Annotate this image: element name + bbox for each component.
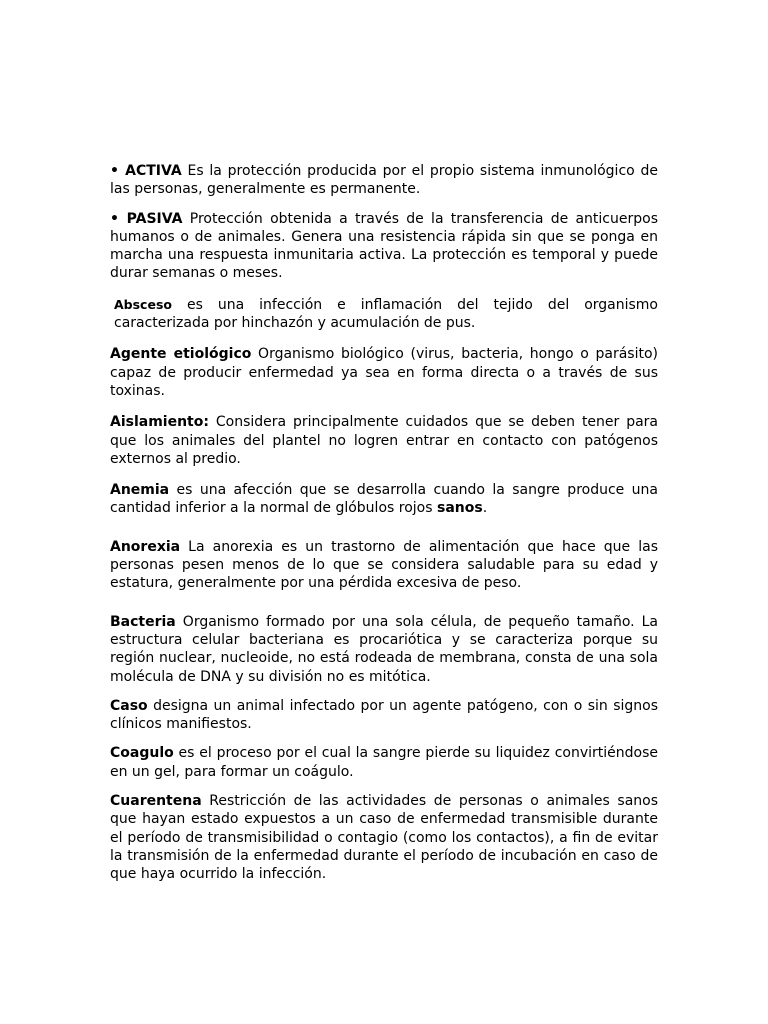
entry-bacteria [110,613,658,686]
entry-term: Coagulo [110,745,174,762]
entry-term: • ACTIVA [110,163,182,179]
entry-definition: Es la protección producida por el propio sistema inmunológico de las personas, generalmente es permanente. [110,163,658,198]
entry-anemia [110,481,658,518]
entry-term: Aislamiento: [110,414,209,431]
entry-definition: Considera principalmente cuidados que se deben tener para que los animales del plantel no logren entrar en contacto con patógenos externos al predio. [110,414,658,467]
document-page [110,162,658,884]
entry-term: Caso [110,697,148,714]
entry-definition: designa un animal infectado por un agente patógeno, con o sin signos clínicos manifiestos. [110,697,658,733]
entry-definition: es una afección que se desarrolla cuando la sangre produce una cantidad inferior a la normal de glóbulos rojos [110,482,658,517]
entry-coagulo [110,744,658,781]
entry-pasiva [110,210,658,283]
entry-anorexia [110,538,658,593]
entry-term: Cuarentena [110,793,202,810]
entry-definition: es el proceso por el cual la sangre pierde su liquidez convirtiéndose en un gel, para formar un coágulo. [110,745,658,780]
entry-aislamiento [110,413,658,468]
entry-period: . [482,500,488,517]
entry-term: Bacteria [110,613,176,630]
entry-caso [110,697,658,734]
entry-definition: Organismo biológico (virus, bacteria, hongo o parásito) capaz de producir enfermedad ya sea en forma directa o a través de sus toxinas. [110,346,658,399]
entry-definition: La anorexia es un trastorno de alimentación que hace que las personas pesen menos de lo que se considera saludable para su edad y estatura, generalmente por una pérdida excesiva de peso. [110,538,658,592]
entry-agente-etiologico [110,345,658,400]
entry-activa [110,162,658,199]
entry-term: Agente etiológico [110,346,252,363]
entry-definition: es una infección e inflamación del tejido del organismo caracterizada por hinchazón y acumulación de pus. [114,296,658,332]
entry-definition: Organismo formado por una sola célula, de pequeño tamaño. La estructura celular bacteriana es procariótica y se caracteriza porque su región nuclear, nucleoide, no está rodeada de membrana, consta de una sola molécula de DNA y su división no es mitótica. [110,613,658,685]
entry-term: Absceso [114,296,172,312]
entry-term: Anemia [110,482,170,499]
entry-definition: Protección obtenida a través de la transferencia de anticuerpos humanos o de animales. Genera una resistencia rápida sin que se ponga en marcha una respuesta inmunitaria activa. La protección es temporal y puede durar semanas o meses. [110,210,658,282]
entry-absceso [110,296,658,333]
entry-term: Anorexia [110,538,181,555]
entry-cuarentena [110,792,658,883]
entry-term: • PASIVA [110,210,183,227]
entry-bold-word: sanos [436,500,483,517]
entry-definition: Restricción de las actividades de personas o animales sanos que hayan estado expuestos a un caso de enfermedad transmisible durante el período de transmisibilidad o contagio (como los contactos), a fin de evitar la transmisión de la enfermedad durante el período de incubación en caso de que haya ocurrido la infección. [110,793,658,883]
